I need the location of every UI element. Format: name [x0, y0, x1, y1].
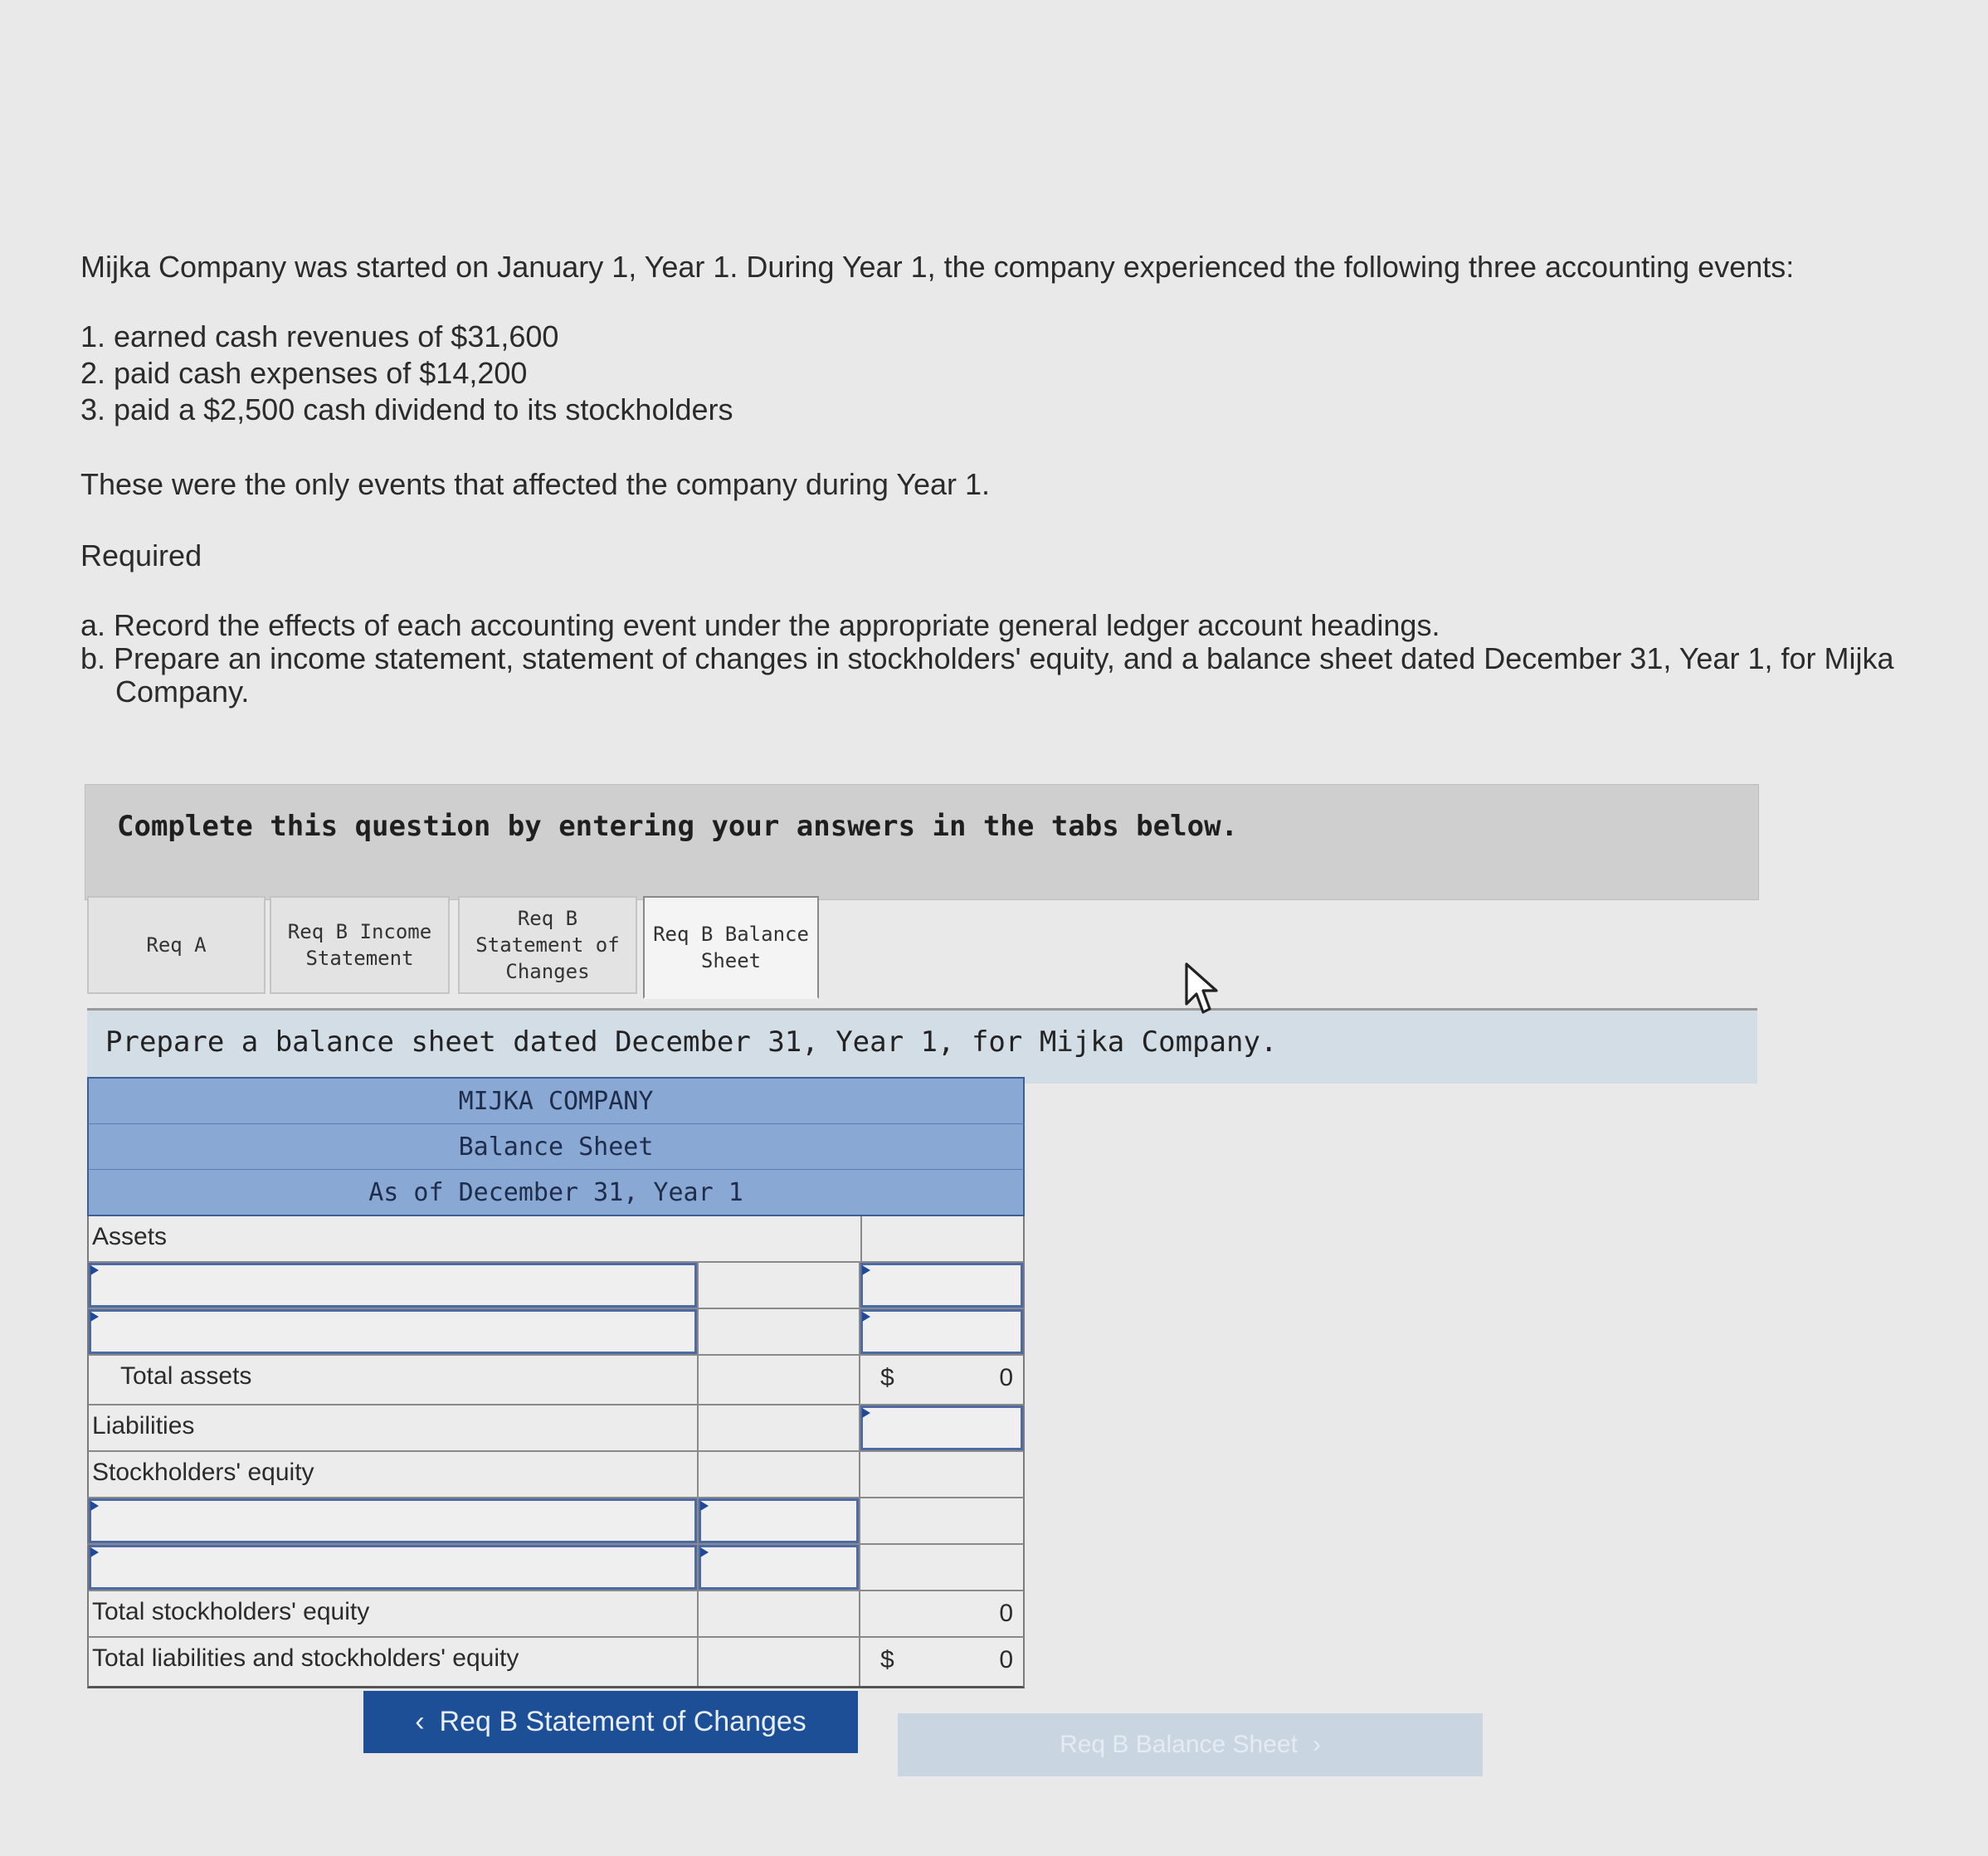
blank-cell [699, 1356, 860, 1404]
asset-account-input[interactable] [89, 1263, 699, 1308]
next-tab-label: Req B Balance Sheet [1060, 1731, 1298, 1758]
liabilities-amount-input[interactable] [860, 1405, 1023, 1450]
balance-sheet-table [87, 1077, 1025, 1688]
tab-req-a[interactable]: Req A [87, 896, 266, 994]
requirement-list [80, 609, 1931, 709]
equity-label: Stockholders' equity [89, 1452, 699, 1497]
prev-tab-label: Req B Statement of Changes [439, 1706, 806, 1737]
equity-account-input[interactable] [89, 1498, 699, 1543]
event-list [80, 319, 1931, 428]
blank-cell [860, 1498, 1023, 1543]
equity-amount-input[interactable] [699, 1545, 860, 1590]
prompt-bar: Prepare a balance sheet dated December 31, Year 1, for Mijka Company. [87, 1011, 1757, 1084]
equity-row [87, 1545, 1025, 1591]
company-name: MIJKA COMPANY [87, 1077, 1025, 1123]
statement-title: Balance Sheet [87, 1123, 1025, 1169]
liabilities-row [87, 1405, 1025, 1452]
equity-account-input[interactable] [89, 1545, 699, 1590]
total-equity-value: 0 [999, 1600, 1013, 1627]
assets-heading-row [87, 1216, 1025, 1263]
tab-req-b-income-statement[interactable]: Req B Income Statement [270, 896, 450, 994]
problem-intro: Mijka Company was started on January 1, Year 1. During Year 1, the company experienced the following three accounting events: [80, 250, 1795, 284]
total-equity-label: Total stockholders' equity [89, 1591, 699, 1636]
total-assets-row [87, 1356, 1025, 1405]
only-events-text: These were the only events that affected the company during Year 1. [80, 467, 991, 501]
blank-cell [860, 1545, 1023, 1590]
mouse-pointer-icon [1185, 962, 1221, 1017]
total-assets-value: 0 [999, 1364, 1013, 1391]
total-assets-cell [860, 1356, 1023, 1404]
blank-cell [699, 1591, 860, 1636]
tab-req-b-balance-sheet[interactable]: Req B Balance Sheet [643, 896, 819, 999]
next-tab-button[interactable] [898, 1713, 1483, 1776]
event-item: 3. paid a $2,500 cash dividend to its stockholders [80, 392, 733, 426]
blank-cell [699, 1638, 860, 1686]
total-assets-label: Total assets [89, 1356, 699, 1404]
equity-row [87, 1498, 1025, 1545]
asset-amount-input[interactable] [860, 1263, 1023, 1308]
currency-symbol: $ [880, 1646, 894, 1673]
prev-tab-button[interactable] [363, 1691, 858, 1753]
asset-row [87, 1263, 1025, 1309]
total-liab-equity-value: 0 [999, 1646, 1013, 1673]
total-equity-row [87, 1591, 1025, 1638]
requirement-item: a. Record the effects of each accounting event under the appropriate general ledger account headings. [80, 608, 1440, 642]
blank-cell [699, 1309, 860, 1354]
asset-row [87, 1309, 1025, 1356]
statement-date: As of December 31, Year 1 [87, 1169, 1025, 1216]
blank-cell [699, 1452, 860, 1497]
instruction-bar: Complete this question by entering your answers in the tabs below. [85, 784, 1759, 900]
blank-cell [699, 1263, 860, 1308]
total-liab-equity-row [87, 1638, 1025, 1688]
equity-heading-row [87, 1452, 1025, 1498]
chevron-right-icon: › [1312, 1731, 1321, 1758]
required-heading: Required [80, 538, 202, 572]
event-item: 2. paid cash expenses of $14,200 [80, 356, 528, 390]
assets-label: Assets [92, 1223, 168, 1250]
chevron-left-icon: ‹ [415, 1706, 425, 1737]
problem-text [80, 249, 1931, 709]
blank-cell [860, 1452, 1023, 1497]
event-item: 1. earned cash revenues of $31,600 [80, 319, 559, 353]
tab-req-b-statement-of-changes[interactable]: Req B Statement of Changes [458, 896, 637, 994]
total-liab-equity-label: Total liabilities and stockholders' equity [89, 1638, 699, 1686]
total-liab-equity-cell [860, 1638, 1023, 1686]
asset-amount-input[interactable] [860, 1309, 1023, 1354]
liabilities-label: Liabilities [89, 1405, 699, 1450]
blank-cell [699, 1405, 860, 1450]
blank-cell [860, 1216, 1023, 1261]
currency-symbol: $ [880, 1364, 894, 1391]
equity-amount-input[interactable] [699, 1498, 860, 1543]
asset-account-input[interactable] [89, 1309, 699, 1354]
requirement-item: b. Prepare an income statement, statement of changes in stockholders' equity, and a balance sheet dated December 31, Year 1, for Mijka Company. [80, 641, 1894, 709]
